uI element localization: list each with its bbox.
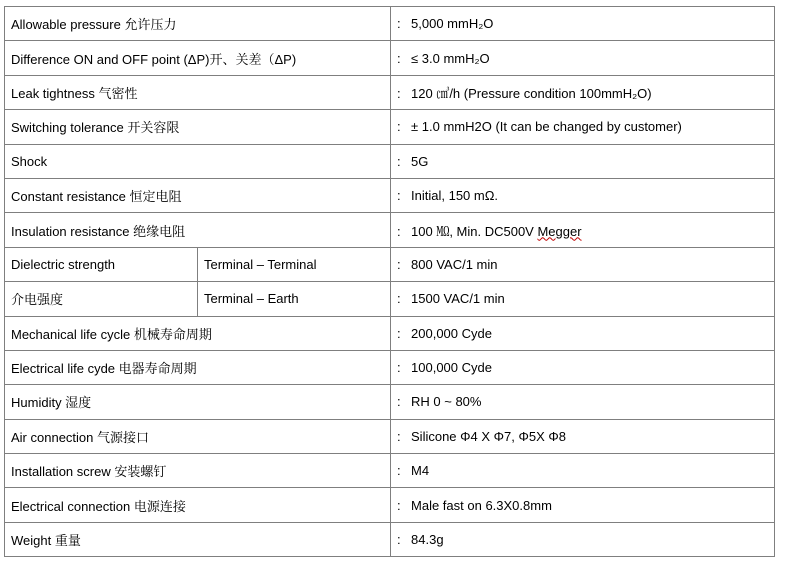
table-row bbox=[5, 7, 775, 41]
spec-value bbox=[391, 75, 775, 109]
spec-label: Air connection 气源接口 bbox=[5, 419, 391, 453]
spec-value bbox=[391, 213, 775, 247]
spec-label: Shock bbox=[5, 144, 391, 178]
spec-value-text: 1500 VAC/1 min bbox=[411, 291, 505, 307]
table-row bbox=[5, 41, 775, 75]
spec-value bbox=[391, 419, 775, 453]
spellcheck-word: Megger bbox=[537, 223, 582, 239]
spec-label: Insulation resistance 绝缘电阻 bbox=[5, 213, 391, 247]
spec-label: Constant resistance 恒定电阻 bbox=[5, 178, 391, 212]
table-row bbox=[5, 454, 775, 488]
spec-label: Leak tightness 气密性 bbox=[5, 75, 391, 109]
colon: : bbox=[397, 50, 401, 66]
spec-value bbox=[391, 316, 775, 350]
spec-label: Dielectric strength bbox=[5, 247, 198, 281]
table-row bbox=[5, 110, 775, 144]
spec-label: 介电强度 bbox=[5, 282, 198, 316]
spec-value-text: Silicone Φ4 X Φ7, Φ5X Φ8 bbox=[411, 428, 566, 444]
spec-value bbox=[391, 282, 775, 316]
table-row bbox=[5, 488, 775, 522]
table-row bbox=[5, 419, 775, 453]
spec-value bbox=[391, 385, 775, 419]
colon: : bbox=[397, 428, 401, 444]
spec-value-text: Male fast on 6.3X0.8mm bbox=[411, 497, 552, 513]
spec-label: Installation screw 安装螺钉 bbox=[5, 454, 391, 488]
spec-value-text: 84.3g bbox=[411, 532, 444, 548]
spec-value-text: 800 VAC/1 min bbox=[411, 256, 498, 272]
table-row bbox=[5, 522, 775, 556]
table-row bbox=[5, 385, 775, 419]
spec-value bbox=[391, 7, 775, 41]
table-row bbox=[5, 282, 775, 316]
spec-label: Mechanical life cycle 机械寿命周期 bbox=[5, 316, 391, 350]
colon: : bbox=[397, 291, 401, 307]
colon: : bbox=[397, 325, 401, 341]
colon: : bbox=[397, 119, 401, 135]
spec-value bbox=[391, 178, 775, 212]
spec-value bbox=[391, 144, 775, 178]
colon: : bbox=[397, 256, 401, 272]
table-row bbox=[5, 178, 775, 212]
table-row bbox=[5, 75, 775, 109]
spec-label: Electrical connection 电源连接 bbox=[5, 488, 391, 522]
colon: : bbox=[397, 223, 401, 239]
spec-value bbox=[391, 488, 775, 522]
spec-value-text: Initial, 150 mΩ. bbox=[411, 188, 499, 204]
spec-value-text: 200,000 Cyde bbox=[411, 325, 492, 341]
spec-value bbox=[391, 350, 775, 384]
spec-value-text: 5,000 mmH₂O bbox=[411, 16, 494, 32]
spec-label: Allowable pressure 允许压力 bbox=[5, 7, 391, 41]
spec-value bbox=[391, 247, 775, 281]
spec-label: Weight 重量 bbox=[5, 522, 391, 556]
colon: : bbox=[397, 394, 401, 410]
spec-label: Switching tolerance 开关容限 bbox=[5, 110, 391, 144]
spec-value-text: ± 1.0 mmH2O (It can be changed by customer) bbox=[411, 119, 682, 135]
colon: : bbox=[397, 497, 401, 513]
spec-value-text: 100 ㏁, Min. DC500V bbox=[411, 223, 538, 239]
colon: : bbox=[397, 85, 401, 101]
spec-label: Electrical life cyde 电器寿命周期 bbox=[5, 350, 391, 384]
spec-label: Humidity 湿度 bbox=[5, 385, 391, 419]
spec-value-text: M4 bbox=[411, 463, 430, 479]
table-row bbox=[5, 350, 775, 384]
colon: : bbox=[397, 532, 401, 548]
spec-value bbox=[391, 522, 775, 556]
spec-value-text: 100,000 Cyde bbox=[411, 360, 492, 376]
spec-value-text: 5G bbox=[411, 153, 429, 169]
spec-value bbox=[391, 41, 775, 75]
table-row bbox=[5, 316, 775, 350]
spec-value-text: RH 0 ~ 80% bbox=[411, 394, 482, 410]
spec-sublabel: Terminal – Terminal bbox=[198, 247, 391, 281]
colon: : bbox=[397, 360, 401, 376]
colon: : bbox=[397, 188, 401, 204]
table-row bbox=[5, 144, 775, 178]
table-row bbox=[5, 247, 775, 281]
colon: : bbox=[397, 16, 401, 32]
spec-table bbox=[4, 6, 775, 557]
spec-value-text: ≤ 3.0 mmH₂O bbox=[411, 50, 490, 66]
table-row bbox=[5, 213, 775, 247]
spec-sublabel: Terminal – Earth bbox=[198, 282, 391, 316]
spec-value bbox=[391, 454, 775, 488]
colon: : bbox=[397, 463, 401, 479]
spec-label: Difference ON and OFF point (ΔP)开、关差（ΔP) bbox=[5, 41, 391, 75]
colon: : bbox=[397, 153, 401, 169]
spec-value-text: 120 ㎤/h (Pressure condition 100mmH₂O) bbox=[411, 85, 652, 101]
spec-value bbox=[391, 110, 775, 144]
